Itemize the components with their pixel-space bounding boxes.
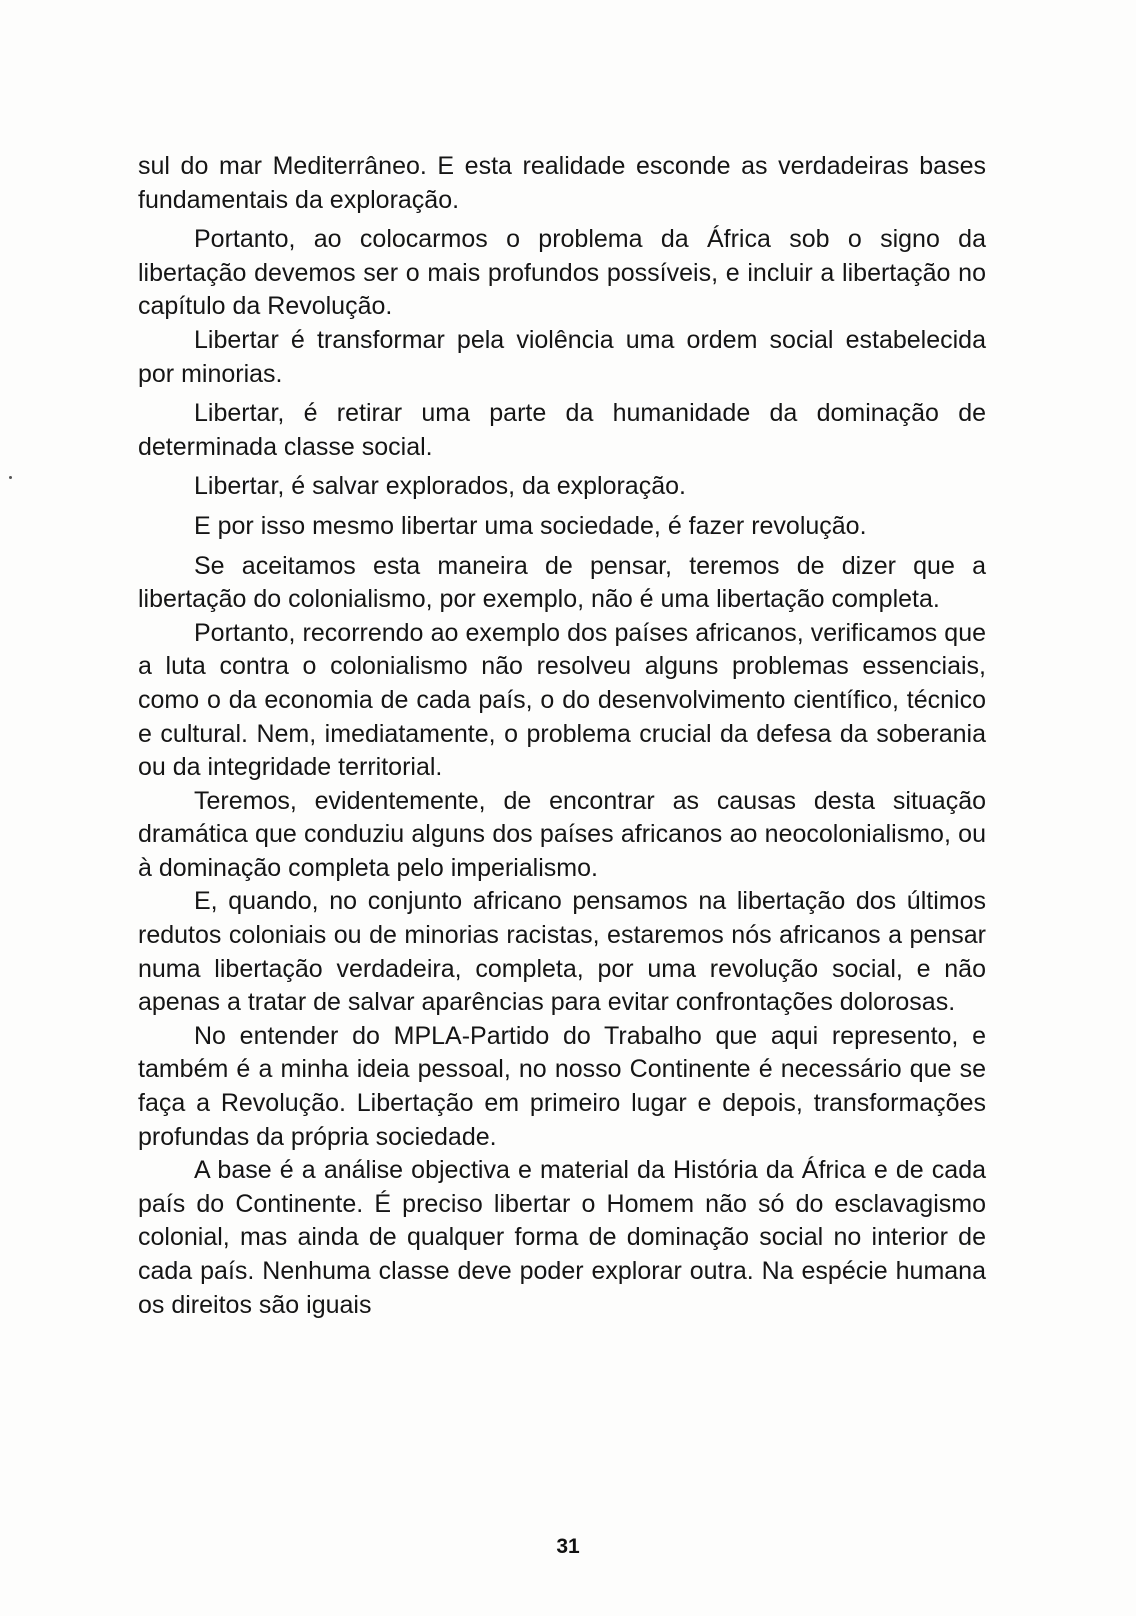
paragraph: E, quando, no conjunto africano pensamos na libertação dos últimos redutos coloniais ou de minorias racistas, estaremos nós africanos a pensar numa libertação verdadeira, completa, por uma revolução social, e não apenas a tratar de salvar aparências para evitar confrontações dolorosas. bbox=[138, 887, 986, 1017]
paragraph: Portanto, ao colocarmos o problema da África sob o signo da libertação devemos ser o mais profundos possíveis, e incluir a libertação no capítulo da Revolução. bbox=[138, 225, 986, 321]
paragraph: Se aceitamos esta maneira de pensar, teremos de dizer que a libertação do colonialismo, por exemplo, não é uma libertação completa. bbox=[138, 551, 986, 614]
paragraph: E por isso mesmo libertar uma sociedade, é fazer revolução. bbox=[194, 511, 867, 540]
paragraph: Teremos, evidentemente, de encontrar as causas desta situação dramática que conduziu alguns dos países africanos ao neocolonialismo, ou à dominação completa pelo imperialismo. bbox=[138, 786, 986, 882]
body-text bbox=[138, 150, 986, 1322]
paragraph: sul do mar Mediterrâneo. E esta realidade esconde as verdadeiras bases fundamentais da exploração. bbox=[138, 152, 986, 214]
scan-speck bbox=[9, 476, 12, 479]
paragraph: Libertar, é retirar uma parte da humanidade da dominação de determinada classe social. bbox=[138, 399, 986, 461]
paragraph: Libertar é transformar pela violência uma ordem social estabelecida por minorias. bbox=[138, 325, 986, 388]
paragraph: Libertar, é salvar explorados, da exploração. bbox=[194, 472, 686, 501]
page-number: 31 bbox=[556, 1535, 580, 1558]
paragraph: Portanto, recorrendo ao exemplo dos países africanos, verificamos que a luta contra o colonialismo não resolveu alguns problemas essenciais, como o da economia de cada país, o do desenvolvimento científico, técnico e cultural. Nem, imediatamente, o problema crucial da defesa da soberania ou da integridade territorial. bbox=[138, 618, 986, 782]
paragraph: A base é a análise objectiva e material da História da África e de cada país do Continente. É preciso libertar o Homem não só do esclavagismo colonial, mas ainda de qualquer forma de dominação social no interior de cada país. Nenhuma classe deve poder explorar outra. Na espécie humana os direitos são iguais bbox=[138, 1156, 986, 1319]
paragraph: No entender do MPLA-Partido do Trabalho que aqui represento, e também é a minha ideia pessoal, no nosso Continente é necessário que se faça a Revolução. Libertação em primeiro lugar e depois, transformações profundas da própria sociedade. bbox=[138, 1021, 986, 1151]
